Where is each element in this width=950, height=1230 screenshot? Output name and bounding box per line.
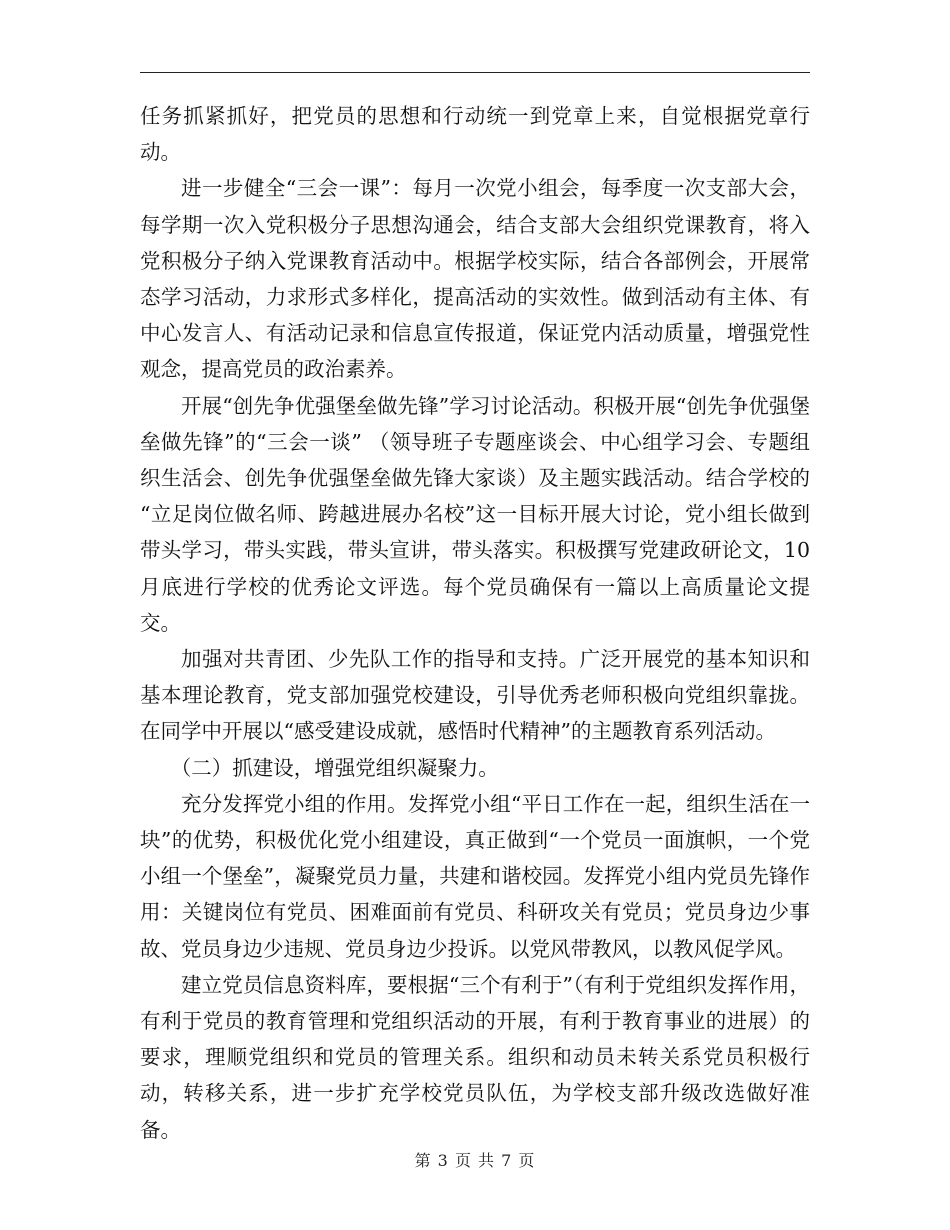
document-body (140, 98, 810, 1148)
paragraph-continuation: 任务抓紧抓好，把党员的思想和行动统一到党章上来，自觉根据党章行动。 (140, 104, 810, 165)
header-rule (140, 72, 810, 73)
paragraph-three-meetings: 进一步健全“三会一课”：每月一次党小组会，每季度一次支部大会，每学期一次入党积极分子思想沟通会，结合支部大会组织党课教育，将入党积极分子纳入党课教育活动中。根据学校实际，结合各部例会，开展常态学习活动，力求形式多样化，提高活动的实效性。做到活动有主体、有中心发言人、有活动记录和信息宣传报道，保证党内活动质量，增强党性观念，提高党员的政治素养。 (140, 176, 810, 382)
paragraph-member-database: 建立党员信息资料库，要根据“三个有利于”（有利于党组织发挥作用，有利于党员的教育管理和党组织活动的开展，有利于教育事业的进展）的要求，理顺党组织和党员的管理关系。组织和动员未转关系党员积极行动，转移关系，进一步扩充学校党员队伍，为学校支部升级改选做好准备。 (140, 972, 810, 1142)
page-number: 第 3 页 共 7 页 (414, 1151, 536, 1170)
paragraph-youth-league: 加强对共青团、少先队工作的指导和支持。广泛开展党的基本知识和基本理论教育，党支部加强党校建设，引导优秀老师积极向党组织靠拢。在同学中开展以“感受建设成就，感悟时代精神”的主题教育系列活动。 (140, 647, 810, 744)
paragraph-excellence-campaign: 开展“创先争优强堡垒做先锋”学习讨论活动。积极开展“创先争优强堡垒做先锋”的“三会一谈” （领导班子专题座谈会、中心组学习会、专题组织生活会、创先争优强堡垒做先锋大家谈）及主题实践活动。结合学校的 “立足岗位做名师、跨越进展办名校”这一目标开展大讨论，党小组长做到带头学习，带头实践，带头宣讲，带头落实。积极撰写党建政研论文，10月底进行学校的优秀论文评选。每个党员确保有一篇以上高质量论文提交。 (140, 393, 810, 635)
section-heading-construction: （二）抓建设，增强党组织凝聚力。 (170, 755, 499, 780)
paragraph-party-groups: 充分发挥党小组的作用。发挥党小组“平日工作在一起，组织生活在一块”的优势，积极优化党小组建设，真正做到“一个党员一面旗帜，一个党小组一个堡垒”，凝聚党员力量，共建和谐校园。发挥党小组内党员先锋作用：关键岗位有党员、困难面前有党员、科研攻关有党员；党员身边少事故、党员身边少违规、党员身边少投诉。以党风带教风，以教风促学风。 (140, 791, 810, 961)
